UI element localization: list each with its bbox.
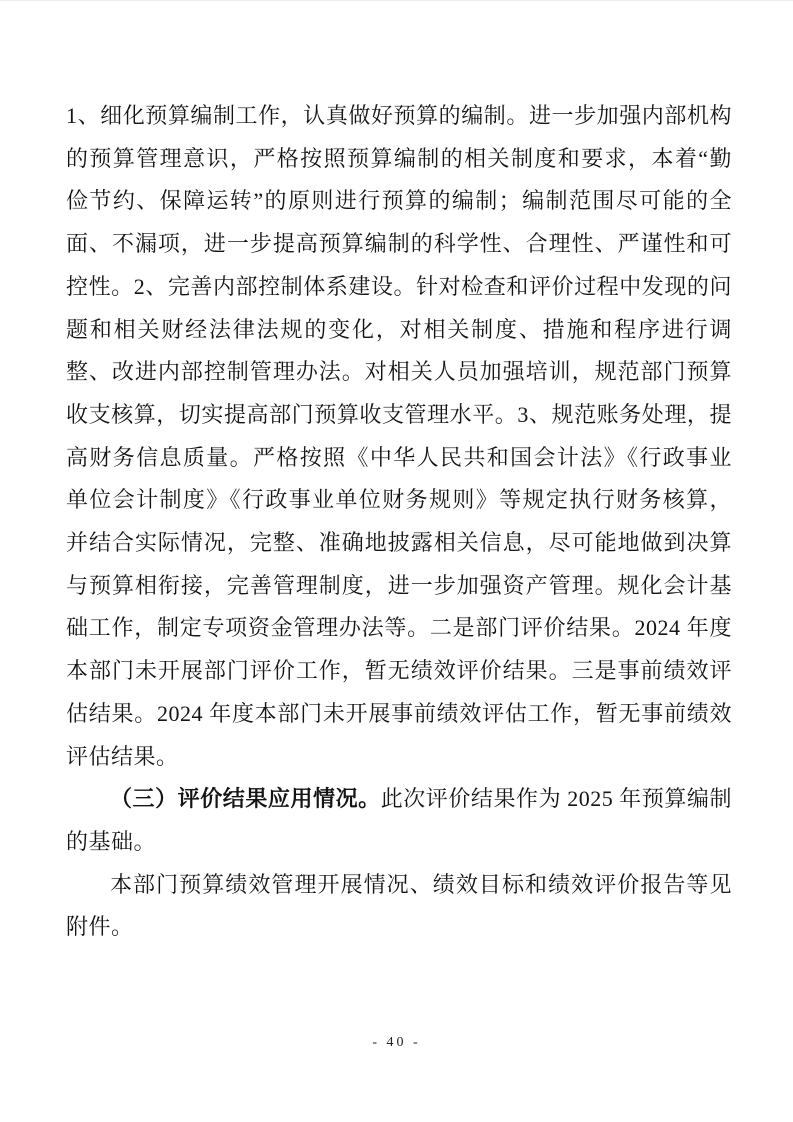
section-heading: （三）评价结果应用情况。	[110, 786, 381, 812]
paragraph-2	[66, 778, 732, 863]
text-line: 估结果。2024 年度本部门未开展事前绩效评估工作，暂无事前绩效	[66, 700, 732, 726]
text-line: 本部门未开展部门评价工作，暂无绩效评价结果。三是事前绩效评	[66, 658, 732, 684]
text-line: 与预算相衔接，完善管理制度，进一步加强资产管理。规化会计基	[66, 572, 732, 598]
text-line: 评估结果。	[66, 743, 179, 769]
text-line: 本部门预算绩效管理开展情况、绩效目标和绩效评价报告等见	[110, 871, 732, 897]
text-line: 础工作，制定专项资金管理办法等。二是部门评价结果。2024 年度	[66, 615, 732, 641]
paragraph-1	[66, 95, 732, 778]
document-body	[66, 95, 732, 949]
text-line: 的基础。	[66, 828, 157, 854]
text-line: 俭节约、保障运转”的原则进行预算的编制；编制范围尽可能的全	[66, 188, 732, 214]
text-line: 收支核算，切实提高部门预算收支管理水平。3、规范账务处理，提	[66, 401, 732, 427]
text-line: 并结合实际情况，完整、准确地披露相关信息，尽可能地做到决算	[66, 530, 732, 556]
text-line: 题和相关财经法律法规的变化，对相关制度、措施和程序进行调	[66, 316, 732, 342]
text-line	[66, 778, 732, 821]
text-line: 控性。2、完善内部控制体系建设。针对检查和评价过程中发现的问	[66, 273, 732, 299]
text-line: 单位会计制度》《行政事业单位财务规则》等规定执行财务核算，	[66, 487, 732, 513]
text-line: 高财务信息质量。严格按照《中华人民共和国会计法》《行政事业	[66, 444, 732, 470]
page-number: - 40 -	[372, 1035, 421, 1050]
text-line: 附件。	[66, 914, 134, 940]
text-line: 的预算管理意识，严格按照预算编制的相关制度和要求，本着“勤	[66, 145, 732, 171]
text-line: 面、不漏项，进一步提高预算编制的科学性、合理性、严谨性和可	[66, 231, 732, 257]
text-line: 整、改进内部控制管理办法。对相关人员加强培训，规范部门预算	[66, 359, 732, 385]
paragraph-3	[66, 864, 732, 949]
section-heading-continuation: 此次评价结果作为 2025 年预算编制	[380, 786, 732, 812]
text-line: 1、细化预算编制工作，认真做好预算的编制。进一步加强内部机构	[66, 103, 732, 128]
